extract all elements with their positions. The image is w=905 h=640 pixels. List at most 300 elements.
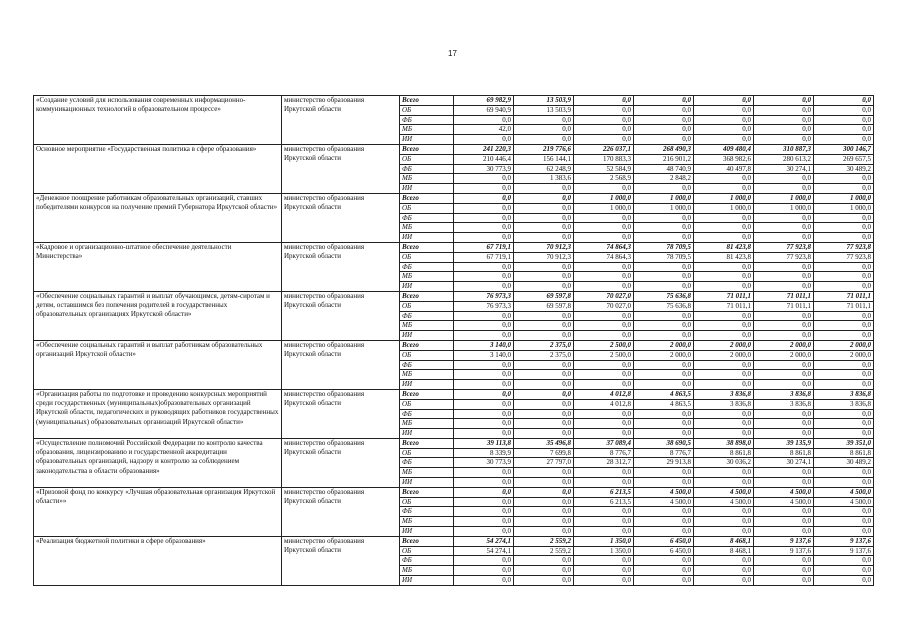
amount-cell: 1 000,0 — [694, 203, 754, 213]
measure-name: «Призовой фонд по конкурсу «Лучшая образовательная организация Иркутской области»» — [34, 487, 282, 536]
amount-cell: 8 776,7 — [634, 448, 694, 458]
table-row-total — [34, 96, 874, 106]
funding-source: Всего — [400, 291, 454, 301]
amount-cell: 3 836,8 — [694, 399, 754, 409]
amount-cell: 2 559,2 — [514, 546, 574, 556]
amount-cell: 0,0 — [694, 576, 754, 586]
amount-cell: 75 636,8 — [634, 301, 694, 311]
amount-cell: 0,0 — [754, 115, 814, 125]
funding-source: ОБ — [400, 448, 454, 458]
amount-cell: 0,0 — [514, 331, 574, 341]
table-row-total — [34, 291, 874, 301]
funding-source: ОБ — [400, 105, 454, 115]
amount-cell: 0,0 — [634, 527, 694, 537]
amount-cell: 0,0 — [694, 331, 754, 341]
funding-source: ФБ — [400, 556, 454, 566]
amount-cell: 0,0 — [694, 223, 754, 233]
amount-cell: 0,0 — [814, 125, 874, 135]
amount-cell: 0,0 — [694, 135, 754, 145]
amount-cell: 0,0 — [574, 419, 634, 429]
amount-cell: 0,0 — [514, 370, 574, 380]
measure-name: «Обеспечение социальных гарантий и выплат обучающимся, детям-сиротам и детям, оставшимся без попечения родителей в государственных образовательных организациях Иркутской области» — [34, 291, 282, 340]
funding-source: ОБ — [400, 154, 454, 164]
amount-cell: 70 027,0 — [574, 291, 634, 301]
amount-cell: 4 500,0 — [634, 497, 694, 507]
amount-cell: 0,0 — [454, 184, 514, 194]
amount-cell: 8 468,1 — [694, 546, 754, 556]
responsible-executor: министерство образования Иркутской области — [282, 193, 400, 242]
amount-cell: 0,0 — [634, 184, 694, 194]
amount-cell: 0,0 — [514, 193, 574, 203]
amount-cell: 70 027,0 — [574, 301, 634, 311]
amount-cell: 0,0 — [634, 517, 694, 527]
amount-cell: 226 037,1 — [574, 144, 634, 154]
amount-cell: 0,0 — [694, 527, 754, 537]
amount-cell: 0,0 — [634, 360, 694, 370]
amount-cell: 0,0 — [694, 429, 754, 439]
amount-cell: 4 500,0 — [754, 487, 814, 497]
amount-cell: 0,0 — [454, 370, 514, 380]
amount-cell: 0,0 — [634, 409, 694, 419]
amount-cell: 0,0 — [754, 527, 814, 537]
page-number: 17 — [448, 49, 457, 58]
amount-cell: 0,0 — [754, 282, 814, 292]
amount-cell: 2 000,0 — [694, 350, 754, 360]
amount-cell: 0,0 — [754, 233, 814, 243]
amount-cell: 0,0 — [694, 556, 754, 566]
amount-cell: 0,0 — [454, 517, 514, 527]
amount-cell: 71 011,1 — [814, 291, 874, 301]
amount-cell: 0,0 — [694, 380, 754, 390]
amount-cell: 0,0 — [814, 282, 874, 292]
amount-cell: 2 000,0 — [634, 350, 694, 360]
funding-source: Всего — [400, 193, 454, 203]
amount-cell: 4 012,8 — [574, 399, 634, 409]
amount-cell: 6 450,0 — [634, 536, 694, 546]
amount-cell: 0,0 — [694, 174, 754, 184]
amount-cell: 0,0 — [454, 468, 514, 478]
funding-source: ОБ — [400, 301, 454, 311]
funding-source: МБ — [400, 419, 454, 429]
amount-cell: 156 144,1 — [514, 154, 574, 164]
amount-cell: 0,0 — [514, 497, 574, 507]
amount-cell: 78 709,5 — [634, 252, 694, 262]
responsible-executor: министерство образования Иркутской области — [282, 487, 400, 536]
amount-cell: 0,0 — [634, 135, 694, 145]
amount-cell: 0,0 — [754, 576, 814, 586]
amount-cell: 0,0 — [454, 282, 514, 292]
amount-cell: 2 500,0 — [574, 350, 634, 360]
funding-source: ФБ — [400, 360, 454, 370]
amount-cell: 39 351,0 — [814, 438, 874, 448]
amount-cell: 1 000,0 — [574, 203, 634, 213]
amount-cell: 0,0 — [634, 419, 694, 429]
funding-source: ОБ — [400, 399, 454, 409]
amount-cell: 0,0 — [694, 370, 754, 380]
amount-cell: 0,0 — [514, 321, 574, 331]
amount-cell: 0,0 — [814, 429, 874, 439]
amount-cell: 0,0 — [754, 184, 814, 194]
amount-cell: 0,0 — [634, 311, 694, 321]
amount-cell: 0,0 — [634, 272, 694, 282]
amount-cell: 69 597,8 — [514, 291, 574, 301]
amount-cell: 3 140,0 — [454, 340, 514, 350]
amount-cell: 67 719,1 — [454, 242, 514, 252]
amount-cell: 8 339,9 — [454, 448, 514, 458]
table-row-total — [34, 193, 874, 203]
amount-cell: 29 913,8 — [634, 458, 694, 468]
amount-cell: 0,0 — [754, 478, 814, 488]
amount-cell: 75 636,8 — [634, 291, 694, 301]
amount-cell: 0,0 — [694, 125, 754, 135]
amount-cell: 1 000,0 — [574, 193, 634, 203]
amount-cell: 368 982,6 — [694, 154, 754, 164]
funding-source: ОБ — [400, 252, 454, 262]
amount-cell: 6 450,0 — [634, 546, 694, 556]
amount-cell: 77 923,8 — [814, 242, 874, 252]
amount-cell: 0,0 — [514, 262, 574, 272]
amount-cell: 0,0 — [574, 135, 634, 145]
amount-cell: 0,0 — [454, 193, 514, 203]
amount-cell: 4 500,0 — [694, 487, 754, 497]
amount-cell: 0,0 — [574, 507, 634, 517]
amount-cell: 70 912,3 — [514, 252, 574, 262]
funding-source: МБ — [400, 125, 454, 135]
amount-cell: 241 220,3 — [454, 144, 514, 154]
amount-cell: 4 500,0 — [814, 487, 874, 497]
amount-cell: 1 000,0 — [634, 193, 694, 203]
amount-cell: 0,0 — [634, 566, 694, 576]
amount-cell: 81 423,8 — [694, 242, 754, 252]
amount-cell: 3 140,0 — [454, 350, 514, 360]
measure-name: «Денежное поощрение работникам образовательных организаций, ставших победителями конкурсов на получение премий Губернатора Иркутской области» — [34, 193, 282, 242]
amount-cell: 2 559,2 — [514, 536, 574, 546]
amount-cell: 76 973,3 — [454, 291, 514, 301]
amount-cell: 3 836,8 — [694, 389, 754, 399]
amount-cell: 210 446,4 — [454, 154, 514, 164]
amount-cell: 0,0 — [574, 321, 634, 331]
amount-cell: 1 000,0 — [814, 203, 874, 213]
amount-cell: 0,0 — [754, 468, 814, 478]
amount-cell: 0,0 — [694, 321, 754, 331]
amount-cell: 0,0 — [514, 478, 574, 488]
amount-cell: 0,0 — [694, 311, 754, 321]
funding-source: ОБ — [400, 203, 454, 213]
funding-source: ИИ — [400, 184, 454, 194]
amount-cell: 70 912,3 — [514, 242, 574, 252]
responsible-executor: министерство образования Иркутской области — [282, 144, 400, 193]
amount-cell: 2 000,0 — [634, 340, 694, 350]
funding-source: ФБ — [400, 409, 454, 419]
amount-cell: 30 773,9 — [454, 164, 514, 174]
funding-source: Всего — [400, 438, 454, 448]
amount-cell: 0,0 — [814, 527, 874, 537]
amount-cell: 0,0 — [634, 331, 694, 341]
amount-cell: 0,0 — [634, 105, 694, 115]
amount-cell: 0,0 — [814, 96, 874, 106]
amount-cell: 0,0 — [574, 223, 634, 233]
amount-cell: 0,0 — [634, 115, 694, 125]
funding-source: Всего — [400, 389, 454, 399]
amount-cell: 76 973,3 — [454, 301, 514, 311]
funding-source: Всего — [400, 536, 454, 546]
amount-cell: 0,0 — [694, 468, 754, 478]
amount-cell: 2 000,0 — [814, 340, 874, 350]
amount-cell: 42,0 — [454, 125, 514, 135]
amount-cell: 0,0 — [574, 262, 634, 272]
amount-cell: 30 274,1 — [754, 164, 814, 174]
amount-cell: 0,0 — [754, 566, 814, 576]
amount-cell: 8 861,8 — [694, 448, 754, 458]
amount-cell: 0,0 — [454, 174, 514, 184]
funding-source: МБ — [400, 370, 454, 380]
measure-name: Основное мероприятие «Государственная политика в сфере образования» — [34, 144, 282, 193]
amount-cell: 0,0 — [694, 282, 754, 292]
amount-cell: 0,0 — [814, 468, 874, 478]
amount-cell: 0,0 — [574, 478, 634, 488]
amount-cell: 0,0 — [514, 223, 574, 233]
amount-cell: 0,0 — [814, 213, 874, 223]
amount-cell: 0,0 — [574, 213, 634, 223]
amount-cell: 0,0 — [754, 96, 814, 106]
amount-cell: 1 000,0 — [754, 203, 814, 213]
amount-cell: 30 489,2 — [814, 458, 874, 468]
amount-cell: 2 000,0 — [694, 340, 754, 350]
table-row-total — [34, 242, 874, 252]
amount-cell: 0,0 — [814, 115, 874, 125]
responsible-executor: министерство образования Иркутской области — [282, 389, 400, 438]
amount-cell: 0,0 — [574, 409, 634, 419]
amount-cell: 0,0 — [454, 203, 514, 213]
amount-cell: 0,0 — [514, 311, 574, 321]
amount-cell: 0,0 — [634, 125, 694, 135]
amount-cell: 74 864,3 — [574, 252, 634, 262]
amount-cell: 39 113,8 — [454, 438, 514, 448]
measure-name: «Обеспечение социальных гарантий и выплат работникам образовательных организаций Иркутской области» — [34, 340, 282, 389]
amount-cell: 38 690,5 — [634, 438, 694, 448]
amount-cell: 0,0 — [574, 233, 634, 243]
funding-source: Всего — [400, 487, 454, 497]
measure-name: «Реализация бюджетной политики в сфере образования» — [34, 536, 282, 585]
measure-name: «Создание условий для использования современных информационно-коммуникационных технологий в образовательном процессе» — [34, 96, 282, 145]
amount-cell: 0,0 — [634, 96, 694, 106]
measure-name: «Осуществление полномочий Российской Федерации по контролю качества образования, лицензированию и государственной аккредитации образовательных организаций, надзору и контролю за соблюдением законодательства в области образования» — [34, 438, 282, 487]
funding-source: МБ — [400, 321, 454, 331]
amount-cell: 0,0 — [754, 213, 814, 223]
responsible-executor: министерство образования Иркутской области — [282, 536, 400, 585]
amount-cell: 300 146,7 — [814, 144, 874, 154]
amount-cell: 0,0 — [514, 282, 574, 292]
amount-cell: 0,0 — [514, 184, 574, 194]
amount-cell: 0,0 — [574, 96, 634, 106]
amount-cell: 1 350,0 — [574, 546, 634, 556]
amount-cell: 0,0 — [694, 360, 754, 370]
amount-cell: 0,0 — [454, 419, 514, 429]
amount-cell: 0,0 — [574, 468, 634, 478]
responsible-executor: министерство образования Иркутской области — [282, 438, 400, 487]
amount-cell: 54 274,1 — [454, 546, 514, 556]
amount-cell: 0,0 — [694, 233, 754, 243]
amount-cell: 30 036,2 — [694, 458, 754, 468]
funding-source: ФБ — [400, 507, 454, 517]
amount-cell: 48 740,9 — [634, 164, 694, 174]
amount-cell: 0,0 — [754, 174, 814, 184]
amount-cell: 0,0 — [694, 517, 754, 527]
amount-cell: 0,0 — [694, 566, 754, 576]
amount-cell: 0,0 — [634, 370, 694, 380]
amount-cell: 0,0 — [634, 321, 694, 331]
amount-cell: 0,0 — [454, 380, 514, 390]
amount-cell: 0,0 — [574, 527, 634, 537]
amount-cell: 0,0 — [574, 311, 634, 321]
funding-source: ИИ — [400, 527, 454, 537]
amount-cell: 0,0 — [574, 360, 634, 370]
amount-cell: 3 836,8 — [754, 399, 814, 409]
amount-cell: 0,0 — [454, 429, 514, 439]
amount-cell: 40 497,8 — [694, 164, 754, 174]
amount-cell: 6 213,5 — [574, 497, 634, 507]
amount-cell: 0,0 — [514, 399, 574, 409]
amount-cell: 0,0 — [814, 380, 874, 390]
funding-source: ИИ — [400, 478, 454, 488]
amount-cell: 280 613,2 — [754, 154, 814, 164]
amount-cell: 0,0 — [574, 566, 634, 576]
amount-cell: 0,0 — [694, 96, 754, 106]
amount-cell: 8 861,8 — [754, 448, 814, 458]
amount-cell: 0,0 — [454, 233, 514, 243]
amount-cell: 0,0 — [514, 389, 574, 399]
funding-source: ИИ — [400, 576, 454, 586]
amount-cell: 81 423,8 — [694, 252, 754, 262]
amount-cell: 2 848,2 — [634, 174, 694, 184]
amount-cell: 1 350,0 — [574, 536, 634, 546]
amount-cell: 0,0 — [814, 507, 874, 517]
amount-cell: 2 500,0 — [574, 340, 634, 350]
amount-cell: 0,0 — [814, 576, 874, 586]
funding-source: ФБ — [400, 458, 454, 468]
table-row-total — [34, 144, 874, 154]
amount-cell: 0,0 — [454, 262, 514, 272]
amount-cell: 8 776,7 — [574, 448, 634, 458]
amount-cell: 0,0 — [754, 311, 814, 321]
amount-cell: 0,0 — [694, 184, 754, 194]
funding-source: ИИ — [400, 233, 454, 243]
amount-cell: 0,0 — [814, 272, 874, 282]
amount-cell: 69 982,9 — [454, 96, 514, 106]
amount-cell: 0,0 — [814, 360, 874, 370]
amount-cell: 77 923,8 — [814, 252, 874, 262]
amount-cell: 0,0 — [754, 419, 814, 429]
amount-cell: 0,0 — [634, 556, 694, 566]
table-row-total — [34, 536, 874, 546]
amount-cell: 77 923,8 — [754, 242, 814, 252]
amount-cell: 0,0 — [514, 517, 574, 527]
amount-cell: 27 797,0 — [514, 458, 574, 468]
funding-source: Всего — [400, 144, 454, 154]
amount-cell: 0,0 — [574, 125, 634, 135]
amount-cell: 0,0 — [514, 507, 574, 517]
amount-cell: 0,0 — [694, 262, 754, 272]
amount-cell: 4 500,0 — [754, 497, 814, 507]
amount-cell: 0,0 — [454, 115, 514, 125]
amount-cell: 0,0 — [634, 429, 694, 439]
amount-cell: 0,0 — [754, 223, 814, 233]
funding-source: ИИ — [400, 282, 454, 292]
funding-source: ОБ — [400, 546, 454, 556]
amount-cell: 0,0 — [574, 429, 634, 439]
amount-cell: 0,0 — [814, 517, 874, 527]
amount-cell: 0,0 — [514, 203, 574, 213]
amount-cell: 35 496,8 — [514, 438, 574, 448]
amount-cell: 9 137,6 — [814, 536, 874, 546]
amount-cell: 0,0 — [814, 174, 874, 184]
funding-source: ОБ — [400, 497, 454, 507]
amount-cell: 0,0 — [634, 282, 694, 292]
amount-cell: 0,0 — [514, 487, 574, 497]
amount-cell: 13 503,9 — [514, 96, 574, 106]
amount-cell: 69 940,9 — [454, 105, 514, 115]
amount-cell: 13 503,9 — [514, 105, 574, 115]
amount-cell: 62 248,9 — [514, 164, 574, 174]
amount-cell: 0,0 — [814, 233, 874, 243]
amount-cell: 0,0 — [694, 478, 754, 488]
amount-cell: 0,0 — [694, 213, 754, 223]
amount-cell: 268 490,3 — [634, 144, 694, 154]
amount-cell: 0,0 — [454, 478, 514, 488]
amount-cell: 0,0 — [454, 331, 514, 341]
amount-cell: 0,0 — [814, 409, 874, 419]
amount-cell: 0,0 — [634, 468, 694, 478]
amount-cell: 0,0 — [514, 468, 574, 478]
amount-cell: 0,0 — [514, 272, 574, 282]
amount-cell: 0,0 — [454, 487, 514, 497]
amount-cell: 0,0 — [514, 429, 574, 439]
amount-cell: 30 274,1 — [754, 458, 814, 468]
amount-cell: 0,0 — [454, 566, 514, 576]
measure-name: «Организация работы по подготовке и проведению конкурсных мероприятий среди государственных (муниципальных)образовательных организаций Иркутской области, педагогических и руководящих работников государственных (муниципальных) образовательных организаций Иркутской области» — [34, 389, 282, 438]
funding-source: ИИ — [400, 331, 454, 341]
amount-cell: 0,0 — [514, 566, 574, 576]
amount-cell: 2 000,0 — [754, 340, 814, 350]
amount-cell: 0,0 — [454, 507, 514, 517]
amount-cell: 0,0 — [814, 223, 874, 233]
amount-cell: 9 137,6 — [814, 546, 874, 556]
amount-cell: 69 597,8 — [514, 301, 574, 311]
amount-cell: 0,0 — [574, 282, 634, 292]
amount-cell: 0,0 — [454, 556, 514, 566]
amount-cell: 0,0 — [514, 360, 574, 370]
amount-cell: 0,0 — [634, 380, 694, 390]
amount-cell: 0,0 — [634, 213, 694, 223]
amount-cell: 4 863,5 — [634, 399, 694, 409]
table-row-total — [34, 389, 874, 399]
funding-source: ФБ — [400, 115, 454, 125]
amount-cell: 0,0 — [694, 507, 754, 517]
amount-cell: 30 489,2 — [814, 164, 874, 174]
amount-cell: 0,0 — [454, 135, 514, 145]
amount-cell: 0,0 — [814, 135, 874, 145]
amount-cell: 2 000,0 — [754, 350, 814, 360]
amount-cell: 0,0 — [454, 223, 514, 233]
amount-cell: 0,0 — [694, 272, 754, 282]
amount-cell: 0,0 — [574, 105, 634, 115]
amount-cell: 216 901,2 — [634, 154, 694, 164]
funding-table — [33, 95, 874, 586]
amount-cell: 0,0 — [814, 566, 874, 576]
amount-cell: 0,0 — [754, 360, 814, 370]
table-row-total — [34, 340, 874, 350]
funding-source: Всего — [400, 242, 454, 252]
